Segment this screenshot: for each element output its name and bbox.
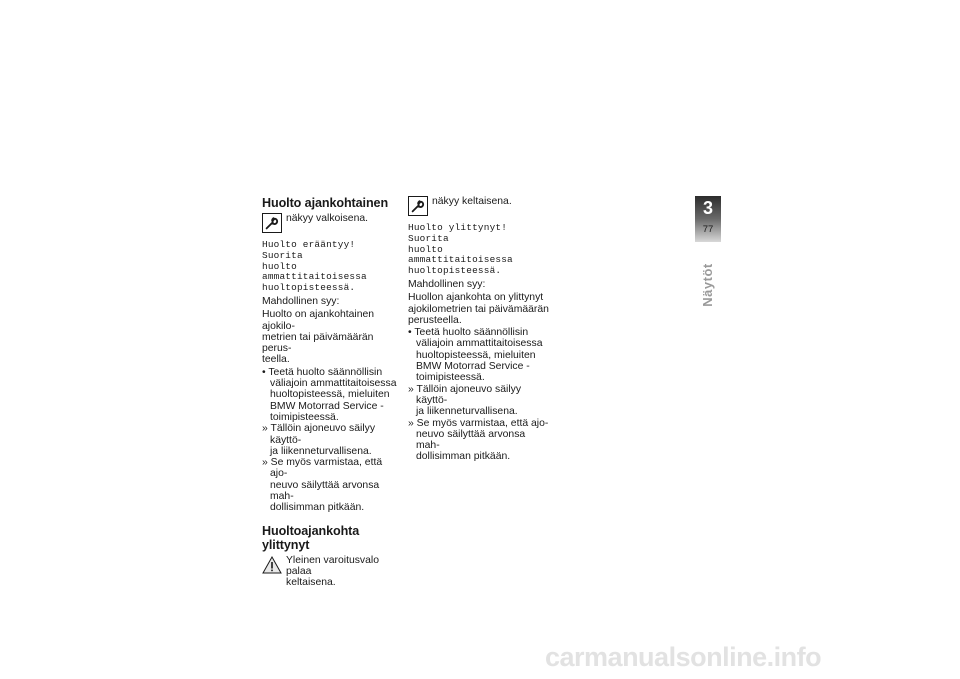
bullet-line: Teetä huolto säännöllisin	[414, 327, 529, 339]
display-message-line: Huolto erääntyy! Suorita	[262, 239, 356, 261]
bullet-line: BMW Motorrad Service -	[416, 361, 530, 373]
result-line: neuvo säilyttää arvonsa mah-	[416, 428, 526, 452]
list-item-bullet	[408, 327, 550, 383]
result-line: Se myös varmistaa, että ajo-	[270, 457, 383, 480]
cause-line: Huollon ajankohta on ylittynyt	[408, 292, 544, 304]
cause-line: teella.	[262, 354, 290, 366]
display-message	[408, 223, 550, 277]
page-number: 77	[702, 224, 714, 235]
chapter-tab	[695, 196, 721, 242]
warning-line: keltaisena.	[286, 577, 336, 589]
chapter-number: 3	[702, 198, 713, 218]
result-symbol: »	[262, 423, 268, 435]
cause-text	[408, 292, 550, 326]
left-column	[262, 196, 400, 592]
warning-triangle-icon	[262, 556, 282, 574]
icon-description: näkyy keltaisena.	[432, 196, 512, 207]
warning-icon-row	[262, 555, 400, 589]
result-symbol: »	[408, 383, 414, 395]
display-message-line: huolto ammattitaitoisessa	[262, 260, 367, 283]
cause-text	[262, 309, 400, 365]
service-icon-row	[262, 213, 400, 235]
list-item-result	[262, 423, 400, 457]
bullet-line: huoltopisteessä, mieluiten	[416, 349, 536, 361]
result-line: ja liikenneturvallisena.	[270, 445, 372, 457]
bullet-symbol: •	[262, 366, 266, 378]
cause-line: ajokilometrien tai päivämäärän	[408, 303, 549, 315]
service-icon-row	[408, 196, 550, 218]
result-line: dollisimman pitkään.	[416, 451, 511, 463]
cause-line: perusteella.	[408, 314, 462, 326]
result-line: ja liikenneturvallisena.	[416, 406, 518, 418]
heading-service-overdue: Huoltoajankohta ylittynyt	[262, 523, 360, 552]
result-symbol: »	[408, 417, 414, 429]
result-line: Tällöin ajoneuvo säilyy käyttö-	[416, 383, 522, 406]
wrench-icon	[262, 213, 282, 233]
causes-label: Mahdollinen syy:	[408, 278, 486, 290]
watermark: carmanualsonline.info	[545, 642, 822, 672]
bullet-line: BMW Motorrad Service -	[270, 400, 384, 412]
display-message-line: huoltopisteessä.	[262, 282, 356, 294]
bullet-line: toimipisteessä.	[270, 411, 339, 423]
right-column	[408, 196, 550, 463]
result-line: dollisimman pitkään.	[270, 502, 365, 514]
cause-line: Huolto on ajankohtainen ajokilo-	[262, 309, 375, 332]
bullet-symbol: •	[408, 327, 412, 339]
result-line: Se myös varmistaa, että ajo-	[416, 417, 549, 429]
list-item-result	[408, 384, 550, 418]
display-message-line: Huolto ylittynyt! Suorita	[408, 222, 508, 244]
bullet-line: väliajoin ammattitaitoisessa	[270, 378, 397, 390]
bullet-line: Teetä huolto säännöllisin	[268, 366, 383, 378]
bullet-line: huoltopisteessä, mieluiten	[270, 389, 390, 401]
display-message-line: huolto ammattitaitoisessa	[408, 243, 513, 266]
warning-line: Yleinen varoitusvalo palaa	[286, 554, 379, 577]
cause-line: metrien tai päivämäärän perus-	[262, 331, 374, 355]
list-item-bullet	[262, 367, 400, 423]
heading-service-due: Huolto ajankohtainen	[262, 196, 389, 210]
list-item-result	[262, 457, 400, 513]
display-message	[262, 240, 400, 294]
bullet-line: väliajoin ammattitaitoisessa	[416, 338, 543, 350]
list-item-result	[408, 418, 550, 463]
display-message-line: huoltopisteessä.	[408, 265, 502, 277]
chapter-title: Näytöt	[700, 263, 715, 307]
icon-description: näkyy valkoisena.	[286, 213, 369, 224]
wrench-icon	[408, 196, 428, 216]
result-line: Tällöin ajoneuvo säilyy käyttö-	[270, 423, 376, 446]
warning-description	[286, 555, 400, 589]
result-symbol: »	[262, 457, 268, 469]
bullet-line: toimipisteessä.	[416, 372, 485, 384]
result-line: neuvo säilyttää arvonsa mah-	[270, 479, 380, 503]
causes-label: Mahdollinen syy:	[262, 295, 340, 307]
